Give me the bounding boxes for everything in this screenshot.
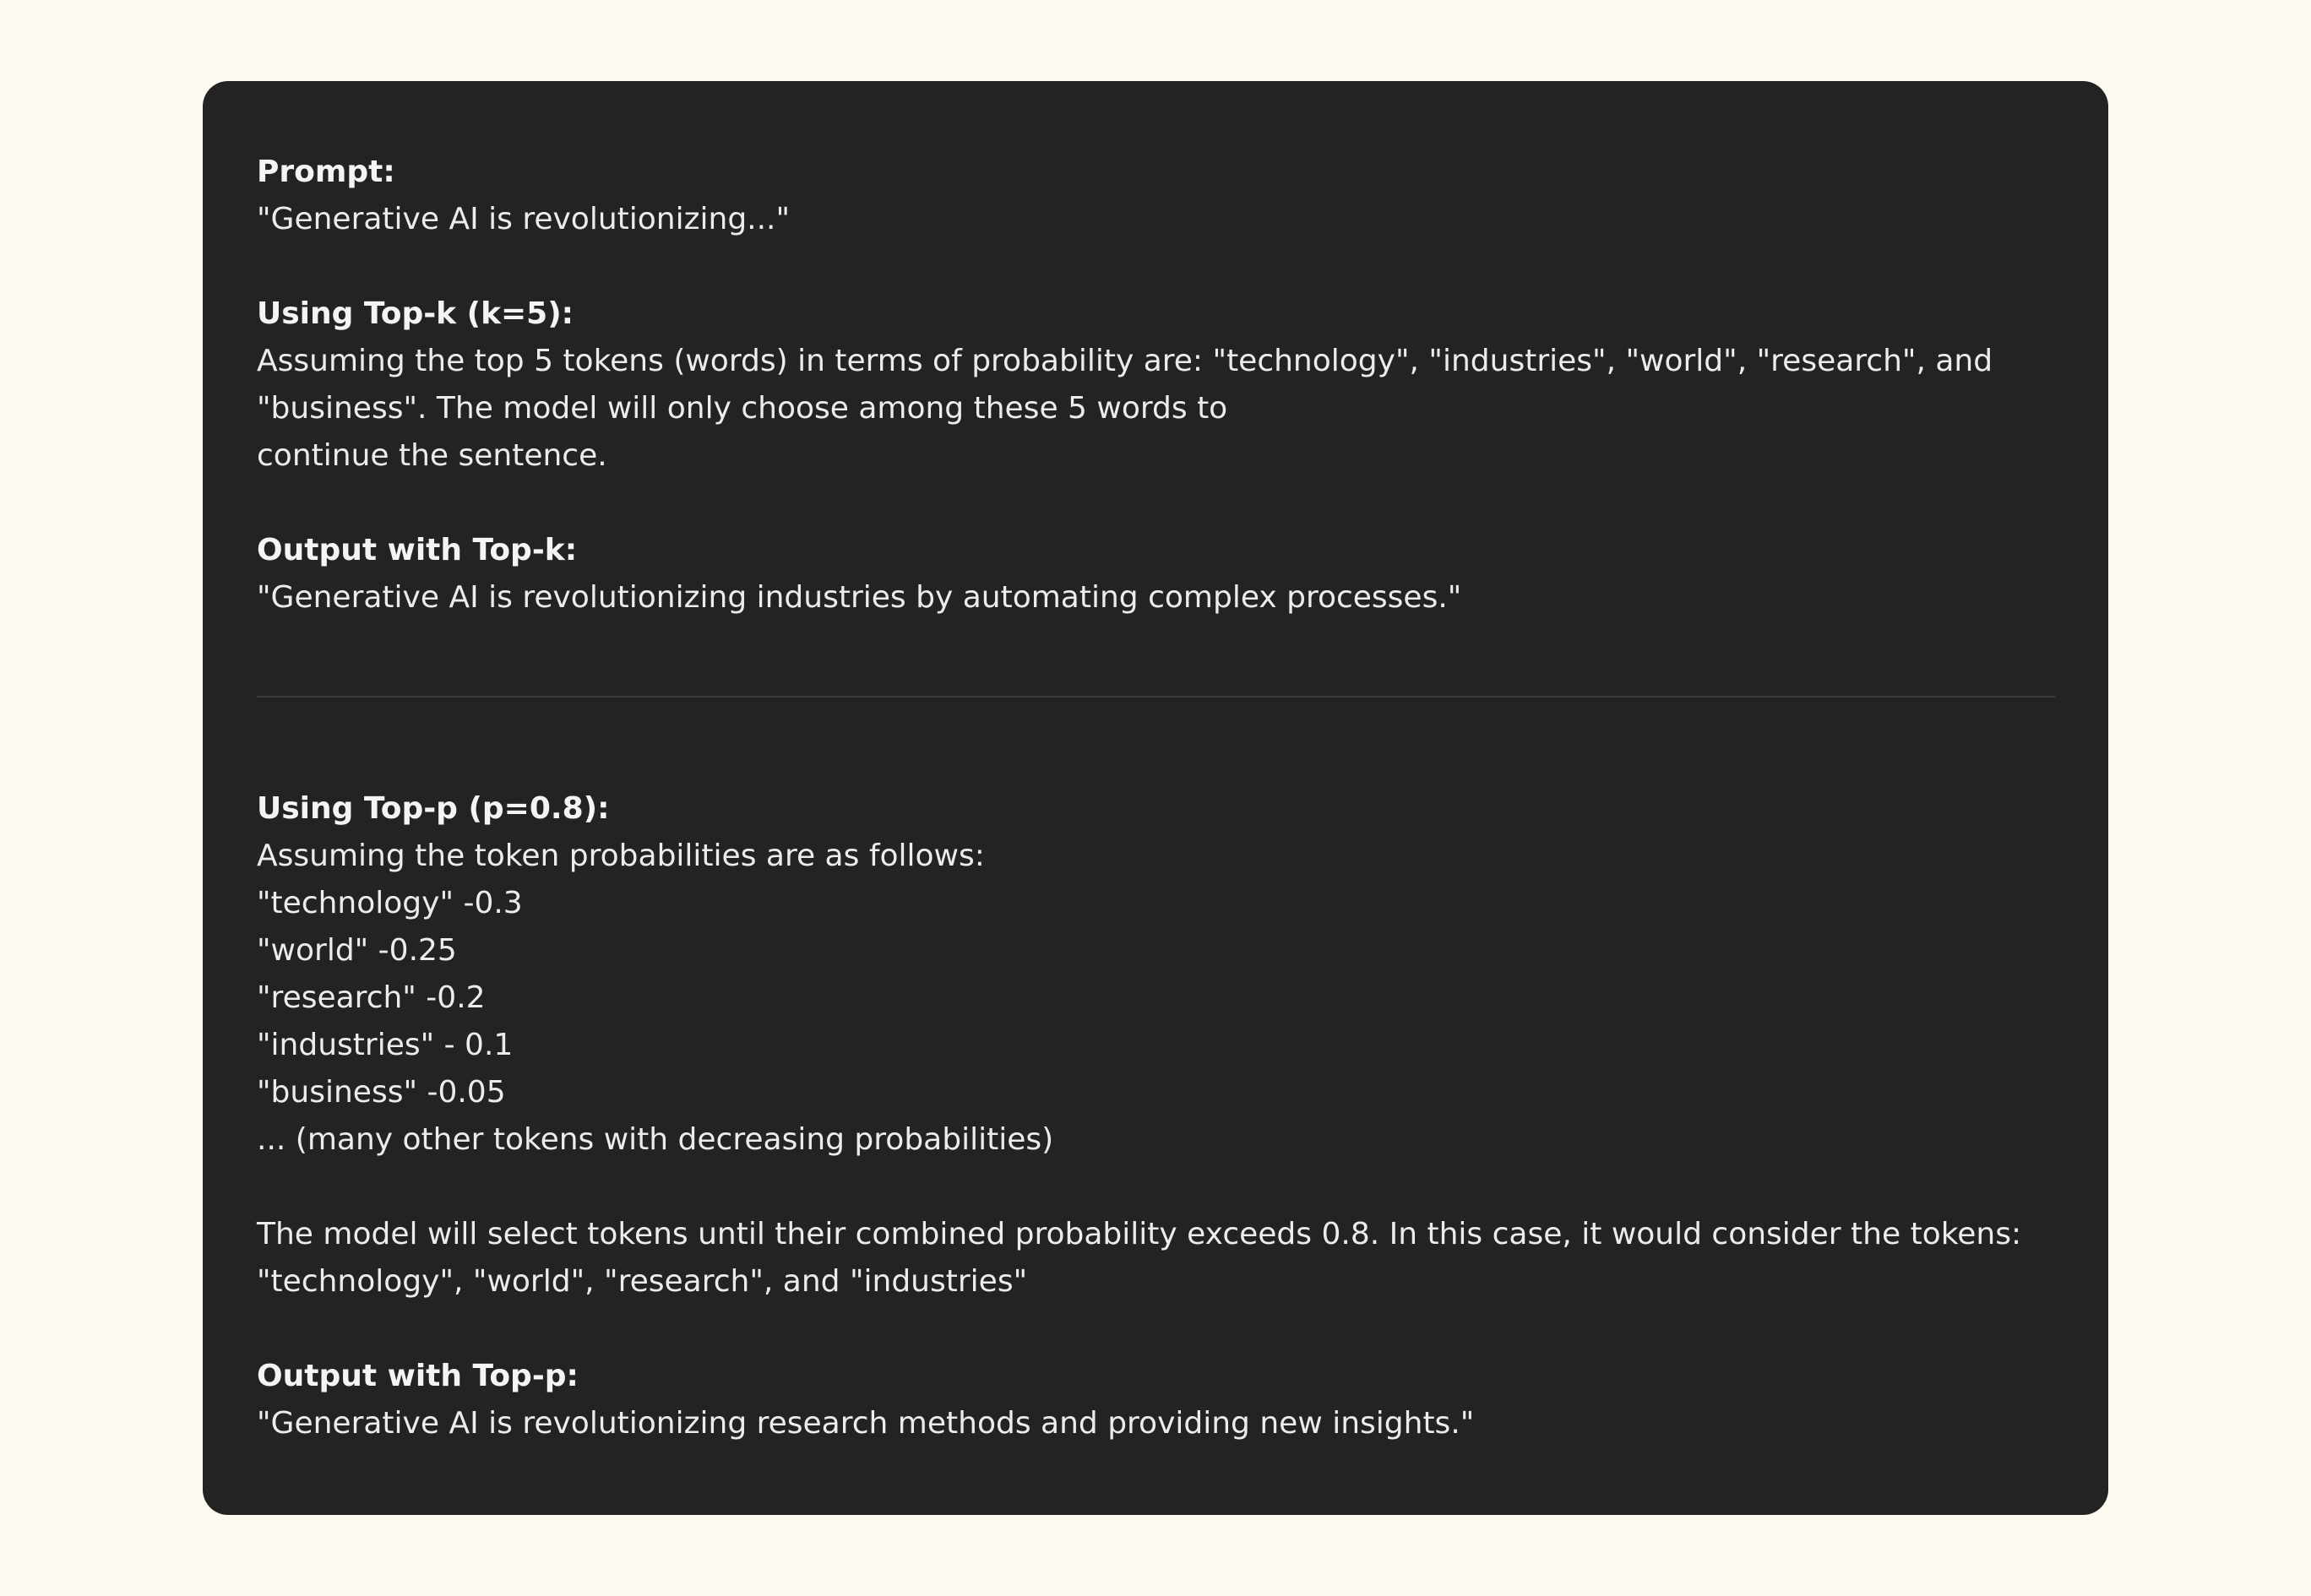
token-probability-item: "technology" -0.3 [257,886,523,920]
top-k-description-line: Assuming the top 5 tokens (words) in terms of probability are: "technology", "industries", "world", "research", and [257,344,1993,378]
prompt-label: Prompt: [257,155,395,189]
token-probability-item: "business" -0.05 [257,1075,506,1110]
top-k-description-line: "business". The model will only choose among these 5 words to [257,391,1228,426]
top-p-output-label: Output with Top-p: [257,1359,579,1393]
top-k-heading: Using Top-k (k=5): [257,296,574,331]
content-card [203,81,2108,1515]
top-p-intro: Assuming the token probabilities are as follows: [257,839,985,873]
top-p-heading: Using Top-p (p=0.8): [257,791,610,826]
top-k-output-text: "Generative AI is revolutionizing industries by automating complex processes." [257,580,1462,615]
top-p-section [257,785,2055,1447]
token-probability-item: "research" -0.2 [257,980,486,1015]
section-divider [257,696,2055,698]
top-p-explanation-line: "technology", "world", "research", and "industries" [257,1264,1028,1299]
top-k-description-line: continue the sentence. [257,438,607,473]
token-probability-item: "industries" - 0.1 [257,1028,514,1062]
top-k-output-label: Output with Top-k: [257,533,578,567]
prompt-text: "Generative AI is revolutionizing..." [257,202,791,236]
top-p-output-text: "Generative AI is revolutionizing research methods and providing new insights." [257,1406,1475,1441]
token-probability-item: "world" -0.25 [257,933,457,968]
token-probability-item: ... (many other tokens with decreasing probabilities) [257,1122,1054,1157]
top-p-explanation-line: The model will select tokens until their combined probability exceeds 0.8. In this case, it would consider the tokens: [257,1217,2022,1251]
top-k-section [257,149,2055,622]
